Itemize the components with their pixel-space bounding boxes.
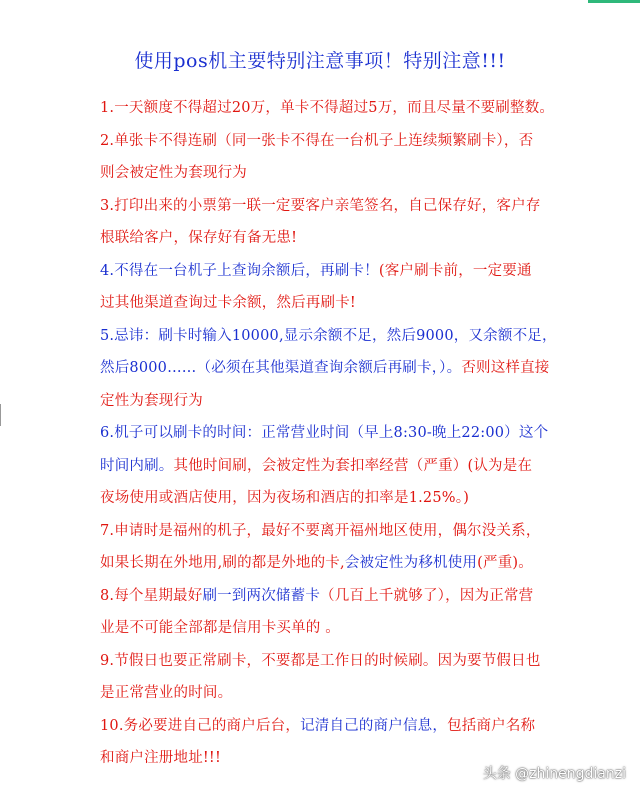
notice-item-2: [100, 125, 560, 190]
notice-text-red: (客户刷卡前，一定要通: [378, 262, 532, 279]
notice-text-red: 和商户注册地址!!!: [100, 750, 221, 766]
notice-line: [100, 320, 560, 353]
notice-line: [100, 482, 560, 515]
notice-line: [100, 677, 560, 710]
notice-item-8: [100, 580, 560, 645]
notice-text-red: 根联给客户，保存好有备无患!: [100, 230, 298, 246]
notice-text-blue: 刷一到两次储蓄卡: [202, 587, 321, 604]
notice-text-red: 是正常营业的时间。: [100, 685, 233, 701]
notice-item-4: [100, 255, 560, 320]
watermark: 头条 @zhinengdianzi: [482, 766, 626, 782]
notice-text-red: 包括商户名称: [447, 717, 536, 734]
notice-text-red: (严重)。: [477, 555, 533, 571]
notice-item-9: [100, 645, 560, 710]
notice-text-red: 过其他渠道查询过卡余额，然后再刷卡!: [100, 295, 356, 311]
notice-line: [100, 352, 560, 385]
notice-line: [100, 157, 560, 190]
notice-line: [100, 222, 560, 255]
notice-text-blue: 会被定性为移机使用: [344, 555, 478, 571]
notice-line: [100, 190, 560, 223]
notice-text-blue: 6.机子可以刷卡的时间：正常营业时间（早上8:30-晚上22:00）这个: [100, 425, 549, 441]
notice-text-red: 其他时间刷，会被定性为套扣率经营（严重）(认为是在: [173, 457, 533, 474]
notice-item-6: [100, 417, 560, 515]
notice-text-red: 夜场使用或酒店使用，因为夜场和酒店的扣率是1.25%。): [100, 490, 470, 506]
notice-text-red: 10.务必要进自己的商户后台，: [100, 717, 301, 734]
notice-text-red: 则会被定性为套现行为: [100, 165, 247, 181]
top-right-accent-line: [588, 0, 640, 3]
notice-text-red: 7.申请时是福州的机子，最好不要离开福州地区使用，偶尔没关系，: [100, 522, 541, 539]
notice-line: [100, 450, 560, 483]
notice-line: [100, 417, 560, 450]
notice-text-blue: 5.忌讳：刷卡时输入10000,显示余额不足，然后9000，又余额不足，: [100, 327, 557, 344]
notice-line: [100, 255, 560, 288]
notice-text-blue: 4.不得在一台机子上查询余额后，再刷卡！: [100, 262, 379, 279]
notice-text-red: 否则这样直接: [461, 360, 550, 376]
notice-item-5: [100, 320, 560, 418]
page-title: 使用pos机主要特别注意事项！特别注意!!!: [134, 50, 506, 72]
notice-line: [100, 612, 560, 645]
notice-text-red: 3.打印出来的小票第一联一定要客户亲笔签名，自己保存好，客户存: [100, 197, 541, 214]
notice-text-red: 业是不可能全部都是信用卡买单的 。: [100, 620, 341, 636]
notice-text-red: 1.一天额度不得超过20万，单卡不得超过5万，而且尽量不要刷整数。: [100, 100, 555, 116]
notice-text-red: 如果长期在外地用,刷的都是外地的卡,: [100, 555, 345, 571]
notice-line: [100, 547, 560, 580]
notice-line: [100, 125, 560, 158]
notice-text-blue: 然后8000……（必须在其他渠道查询余额后再刷卡，）。: [100, 360, 462, 376]
notice-text-red: 8.每个星期最好: [100, 587, 203, 604]
notice-line: [100, 710, 560, 743]
notice-line: [100, 580, 560, 613]
notice-item-3: [100, 190, 560, 255]
notice-text-red: 2.单张卡不得连刷（同一张卡不得在一台机子上连续频繁刷卡），否: [100, 132, 534, 149]
notice-text-red: 9.节假日也要正常刷卡，不要都是工作日的时候刷。因为要节假日也: [100, 652, 541, 669]
notice-text-red: 定性为套现行为: [100, 392, 203, 409]
notice-line: [100, 385, 560, 418]
notice-item-1: [100, 92, 560, 125]
notice-text-red: （几百上千就够了），因为正常营: [320, 587, 534, 604]
notice-text-blue: 记清自己的商户信息，: [300, 717, 448, 734]
left-edge-mark: [0, 404, 1, 426]
notice-list: [100, 92, 560, 775]
notice-text-blue: 时间内刷。: [100, 457, 174, 474]
notice-line: [100, 287, 560, 320]
notice-item-7: [100, 515, 560, 580]
notice-line: [100, 92, 560, 125]
notice-line: [100, 515, 560, 548]
notice-line: [100, 645, 560, 678]
